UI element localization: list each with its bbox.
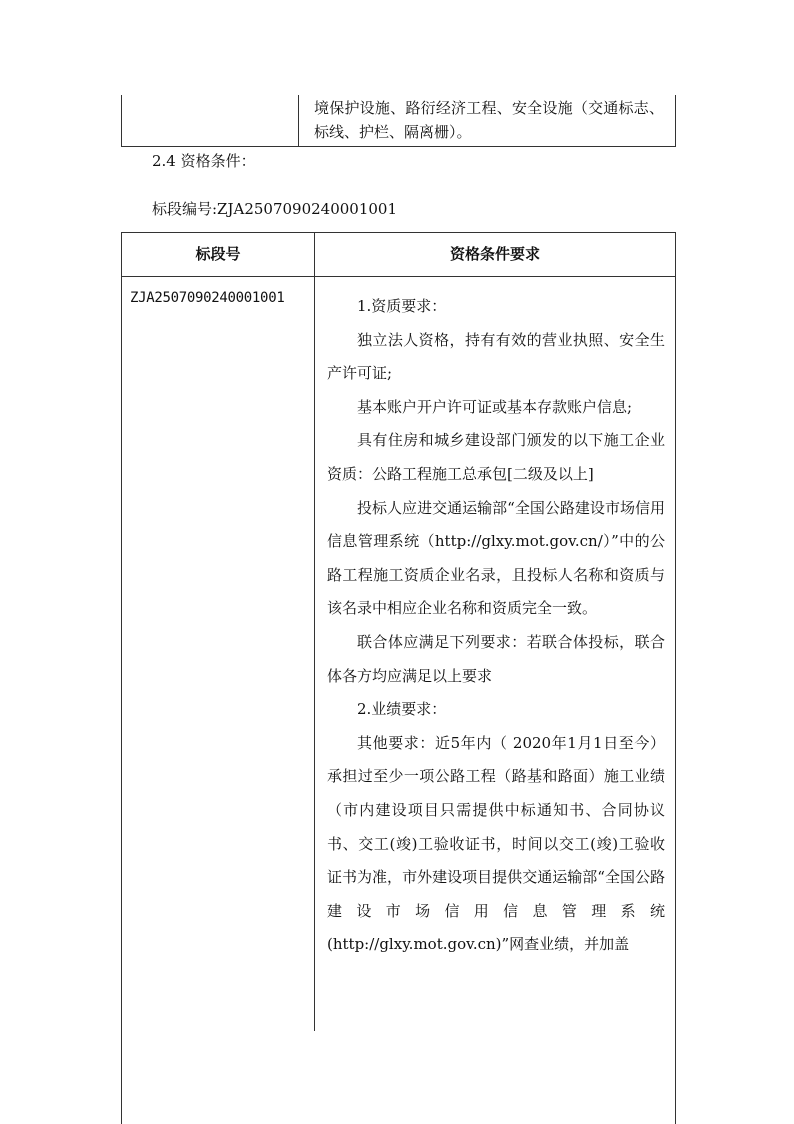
req-paragraph: 其他要求：近5年内（ 2020年1月1日至今）承担过至少一项公路工程（路基和路面）施工业绩（市内建设项目只需提供中标通知书、合同协议书、交工(竣)工验收证书，时间以交工(竣)工验收证书为准，市外建设项目提供交通运输部“全国公路建设市场信用信息管理系统(http://glxy.mot.gov.cn)”网查业绩，并加盖 [327,733,665,954]
req-paragraph: 投标人应进交通运输部“全国公路建设市场信用信息管理系统（http://glxy.mot.gov.cn/）”中的公路工程施工资质企业名录，且投标人名称和资质与该名录中相应企业名称和资质完全一致。 [327,498,665,618]
req-paragraph: 基本账户开户许可证或基本存款账户信息; [357,397,633,416]
table-cell-text: 境保护设施、路衍经济工程、安全设施（交通标志、标线、护栏、隔离栅）。 [314,99,664,141]
req-paragraph: 2.业绩要求： [357,700,447,719]
table-cell-code: ZJA2507090240001001 [130,290,285,306]
header-section-number: 标段号 [195,245,241,263]
previous-table-continuation [121,95,676,147]
req-paragraph: 联合体应满足下列要求：若联合体投标，联合体各方均应满足以上要求 [327,632,665,685]
section-code-line: 标段编号:ZJA2507090240001001 [152,200,398,218]
header-qualification-requirements: 资格条件要求 [449,245,540,263]
qualification-table [121,232,676,1124]
requirements-cell [327,290,665,962]
table-header-divider [122,276,675,277]
table-column-divider [314,233,315,1031]
section-heading: 2.4 资格条件： [152,152,256,170]
req-paragraph: 1.资质要求： [357,297,447,315]
table-column-divider [298,95,299,146]
req-paragraph: 独立法人资格，持有有效的营业执照、安全生产许可证; [327,330,665,383]
req-paragraph: 具有住房和城乡建设部门颁发的以下施工企业资质：公路工程施工总承包[二级及以上] [327,431,665,483]
